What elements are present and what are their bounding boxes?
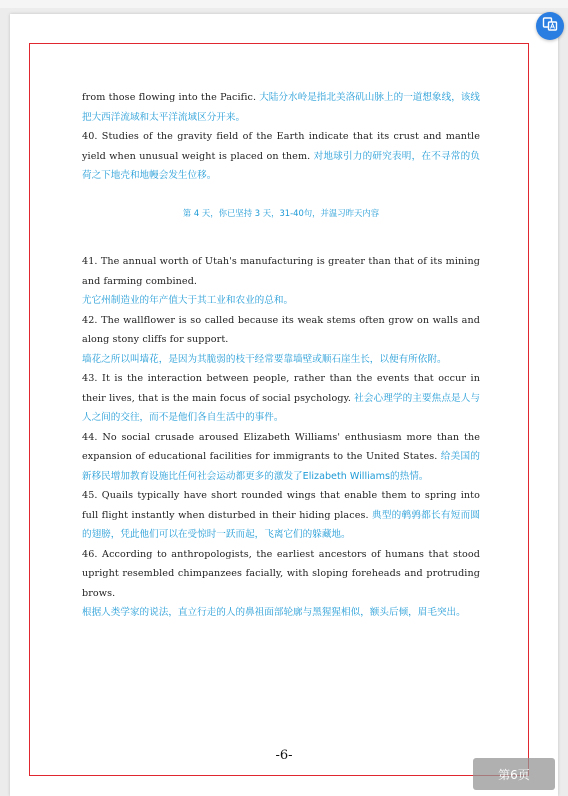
chinese-translation: 社会心理学的主要焦点是人与人之间的交往，而不是他们各自生活中的事件。: [82, 392, 480, 423]
viewer-top-bar: [0, 0, 568, 8]
sentence-46: [82, 545, 480, 604]
english-text: 43. It is the interaction between people, rather than the events that occur in their lives, that is the main focus of social psychology.: [82, 373, 480, 404]
chinese-translation: 给美国的新移民增加教育设施比任何社会运动都更多的激发了Elizabeth Williams的热情。: [82, 451, 481, 482]
sentence-44: [82, 428, 480, 487]
sentence-40: [82, 127, 480, 186]
sentence-42: [82, 311, 480, 350]
english-text: from those flowing into the Pacific.: [82, 92, 257, 103]
chinese-translation: 墙花之所以叫墙花，是因为其脆弱的枝干经常要靠墙壁或顺石崖生长，以便有所依附。: [82, 353, 447, 365]
sentence-43: [82, 369, 480, 428]
page-number: -6-: [275, 748, 293, 763]
translate-icon: [542, 16, 558, 36]
english-text: 46. According to anthropologists, the earliest ancestors of humans that stood upright resembled chimpanzees facially, with sloping foreheads and protruding brows.: [82, 548, 480, 599]
page-content: [82, 88, 480, 623]
sentence-45: [82, 486, 480, 545]
chinese-translation: 根据人类学家的说法，直立行走的人的鼻祖面部轮廓与黑猩猩相似，额头后倾，眉毛突出。: [82, 607, 466, 618]
english-text: 45. Quails typically have short rounded wings that enable them to spring into full flight instantly when disturbed in their hiding places.: [82, 490, 480, 521]
paragraph-continuation: [82, 88, 480, 127]
chinese-translation: 大陆分水岭是指北美洛矶山脉上的一道想象线，该线把大西洋流域和太平洋流域区分开来。: [82, 92, 480, 123]
english-text: 41. The annual worth of Utah's manufacturing is greater than that of its mining and farming combined.: [82, 256, 480, 287]
english-text: 44. No social crusade aroused Elizabeth Williams' enthusiasm more than the expansion of educational facilities for immigrants to the United States.: [82, 431, 480, 462]
translate-button[interactable]: [536, 12, 564, 40]
chinese-translation: 对地球引力的研究表明，在不寻常的负荷之下地壳和地幔会发生位移。: [82, 150, 480, 181]
page-indicator: 第6页: [473, 758, 555, 790]
chinese-translation: 典型的鹌鹑都长有短而圆的翅膀，凭此他们可以在受惊时一跃而起，飞离它们的躲藏地。: [82, 509, 481, 540]
sentence-41: [82, 252, 480, 291]
chinese-translation: 尤它州制造业的年产值大于其工业和农业的总和。: [82, 295, 294, 306]
english-text: 42. The wallflower is so called because its weak stems often grow on walls and along stony cliffs for support.: [82, 314, 480, 345]
english-text: 40. Studies of the gravity field of the Earth indicate that its crust and mantle yield when unusual weight is placed on them.: [82, 131, 480, 162]
day-progress-note: 第 4 天，你已坚持 3 天，31-40句，并温习昨天内容: [182, 207, 380, 218]
